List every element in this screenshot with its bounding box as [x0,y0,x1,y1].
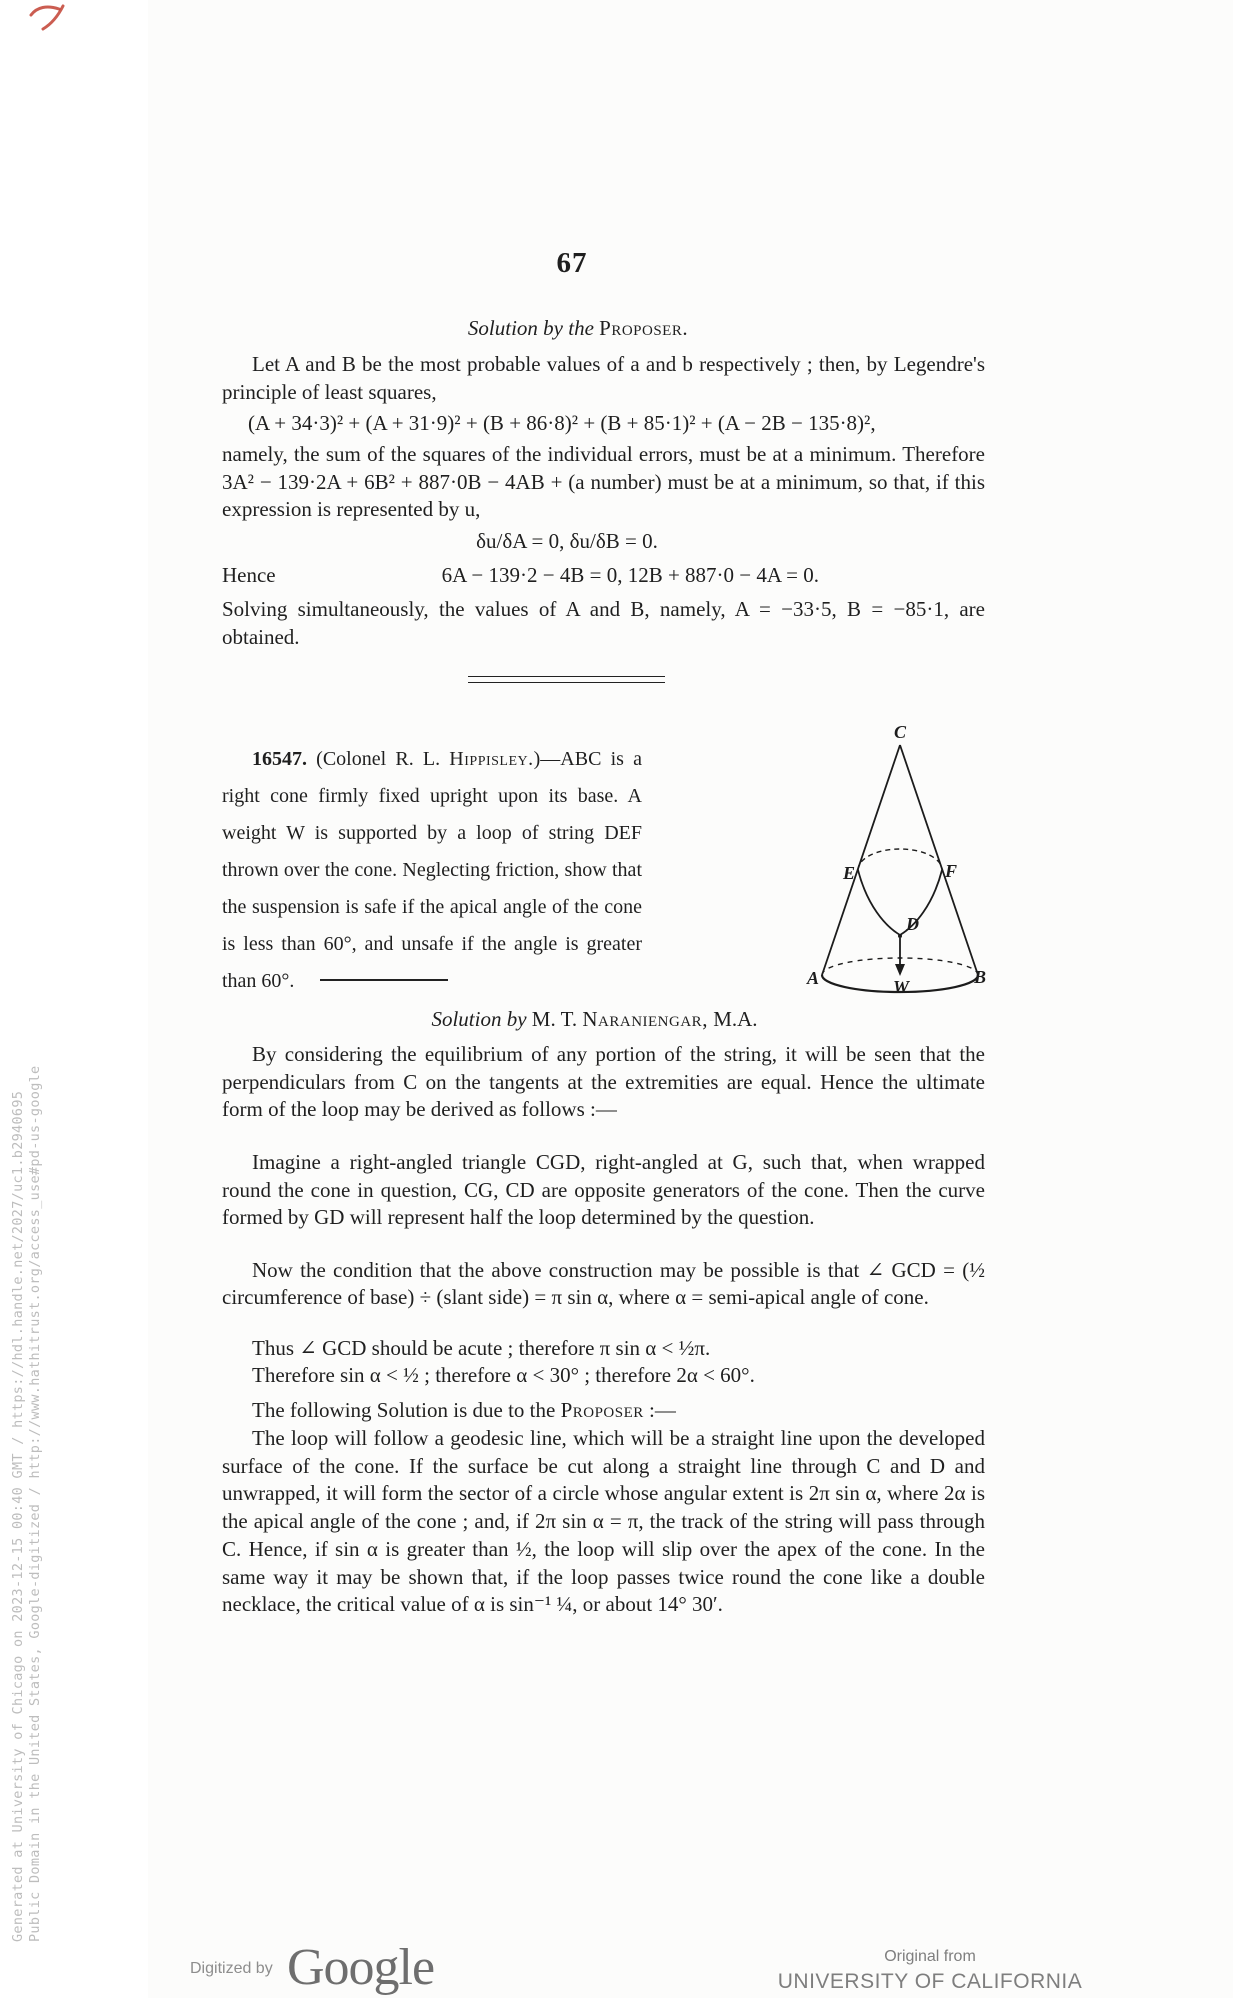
solution1-partial-derivatives-equation: δu/δA = 0, δu/δB = 0. [476,529,658,553]
figure-label-D: D [906,914,919,934]
solution2-heading-name: Naraniengar, [582,1007,708,1031]
red-pen-mark [28,2,72,34]
problem-author-prefix: (Colonel R. L. [307,748,450,770]
solution2-thus-line: Thus ∠ GCD should be acute ; therefore π sin α < ½π. [252,1336,711,1360]
solution2-heading-name-pre: M. T. [526,1007,583,1031]
google-logo: Google [287,1939,435,1996]
cone-left-slant [822,745,900,975]
solution2-therefore-line: Therefore sin α < ½ ; therefore α < 30° ; therefore 2α < 60°. [252,1363,755,1387]
page-number: 67 [556,247,588,279]
solution1-hence-line [222,562,985,589]
loop-left-curve [858,870,900,935]
solution2-equilibrium-paragraph: By considering the equilibrium of any portion of the string, it will be seen that the perpendiculars from C on the tangents at the extremities are equal. Hence the ultimate form of the loop may be derived as follows :— [222,1042,985,1121]
solution3-intro-name: Proposer [560,1398,644,1422]
weight-arrow-head [895,964,905,976]
solution3-intro-pre: The following Solution is due to the [252,1398,561,1422]
problem-author-name: Hippisley. [449,748,534,770]
institution-name: UNIVERSITY OF CALIFORNIA [777,1970,1083,1993]
figure-label-A: A [806,968,819,988]
solution3-intro-line [222,1397,985,1425]
library-watermark [10,1066,44,1942]
problem-number: 16547. [252,748,307,770]
figure-label-E: E [842,863,855,883]
problem-end-rule [320,979,448,981]
solution3-loop-paragraph: The loop will follow a geodesic line, which will be a straight line upon the developed surface of the cone. If the surface be cut along a straight line through C and D and unwrapped, it will form the sector of a circle whose angular extent is 2π sin α, where 2α is the apical angle of the cone ; and, if 2π sin α = π, the track of the string will pass through C. Hence, if sin α is greater than ½, the loop will slip over the apex of the cone. In the same way it may be shown that, if the loop passes twice round the cone like a double necklace, the critical value of α is sin⁻¹ ¼, or about 14° 30′. [222,1426,985,1617]
watermark-line-generated: Generated at University of Chicago on 2023-12-15 00:40 GMT / https://hdl.handle.net/2027/uc1.b2940695 [10,1090,26,1942]
knot-point [898,934,902,938]
section-divider-double-rule [468,676,665,683]
solution1-intro-paragraph: Let A and B be the most probable values of a and b respectively ; then, by Legendre's principle of least squares, [222,352,985,404]
solution1-solving-paragraph: Solving simultaneously, the values of A and B, namely, A = −33·5, B = −85·1, are obtained. [222,597,985,649]
problem-statement-text: )—ABC is a right cone firmly fixed upright upon its base. A weight W is supported by a loop of string DEF thrown over the cone. Neglecting friction, show that the suspension is safe if the apical angle of the cone is less than 60°, and unsafe if the angle is greater than 60°. [222,748,643,992]
solution2-heading [222,1007,967,1032]
solution3-intro-post: :— [643,1398,676,1422]
watermark-line-public-domain: Public Domain in the United States, Google-digitized / http://www.hathitrust.org/access_use#pd-us-google [27,1065,43,1942]
digitized-by-label: Digitized by [190,1960,273,1977]
solution2-heading-italic: Solution by [431,1007,527,1031]
cone-figure [785,700,1005,1000]
figure-label-B: B [974,967,987,987]
problem-16547-statement [222,741,642,1000]
figure-label-C: C [893,722,907,742]
contact-circle-dashed-arc [858,849,942,870]
hence-label: Hence [222,563,276,587]
solution1-hence-equation: 6A − 139·2 − 4B = 0, 12B + 887·0 − 4A = 0. [441,563,819,587]
figure-label-F: F [945,861,958,881]
solution2-heading-name-post: M.A. [707,1007,758,1031]
original-from-label: Original from [884,1948,976,1965]
solution1-heading-name: Proposer. [599,316,689,340]
solution2-imagine-paragraph: Imagine a right-angled triangle CGD, right-angled at G, such that, when wrapped round the cone in question, CG, CD are opposite generators of the cone. Then the curve formed by GD will represent half the loop determined by the question. [222,1150,985,1229]
solution1-heading [222,316,934,341]
figure-label-W: W [892,977,910,997]
cone-right-slant [900,745,978,975]
solution1-heading-italic: Solution by the [467,316,594,340]
solution2-condition-paragraph: Now the condition that the above construction may be possible is that ∠ GCD = (½ circumference of base) ÷ (slant side) = π sin α, where α = semi-apical angle of cone. [222,1258,985,1309]
solution1-namely-paragraph: namely, the sum of the squares of the individual errors, must be at a minimum. Therefore 3A² − 139·2A + 6B² + 887·0B − 4AB + (a number) must be at a minimum, so that, if this expression is represented by u, [222,442,985,521]
solution1-sum-of-squares-equation: (A + 34·3)² + (A + 31·9)² + (B + 86·8)² + (B + 85·1)² + (A − 2B − 135·8)², [248,411,876,435]
